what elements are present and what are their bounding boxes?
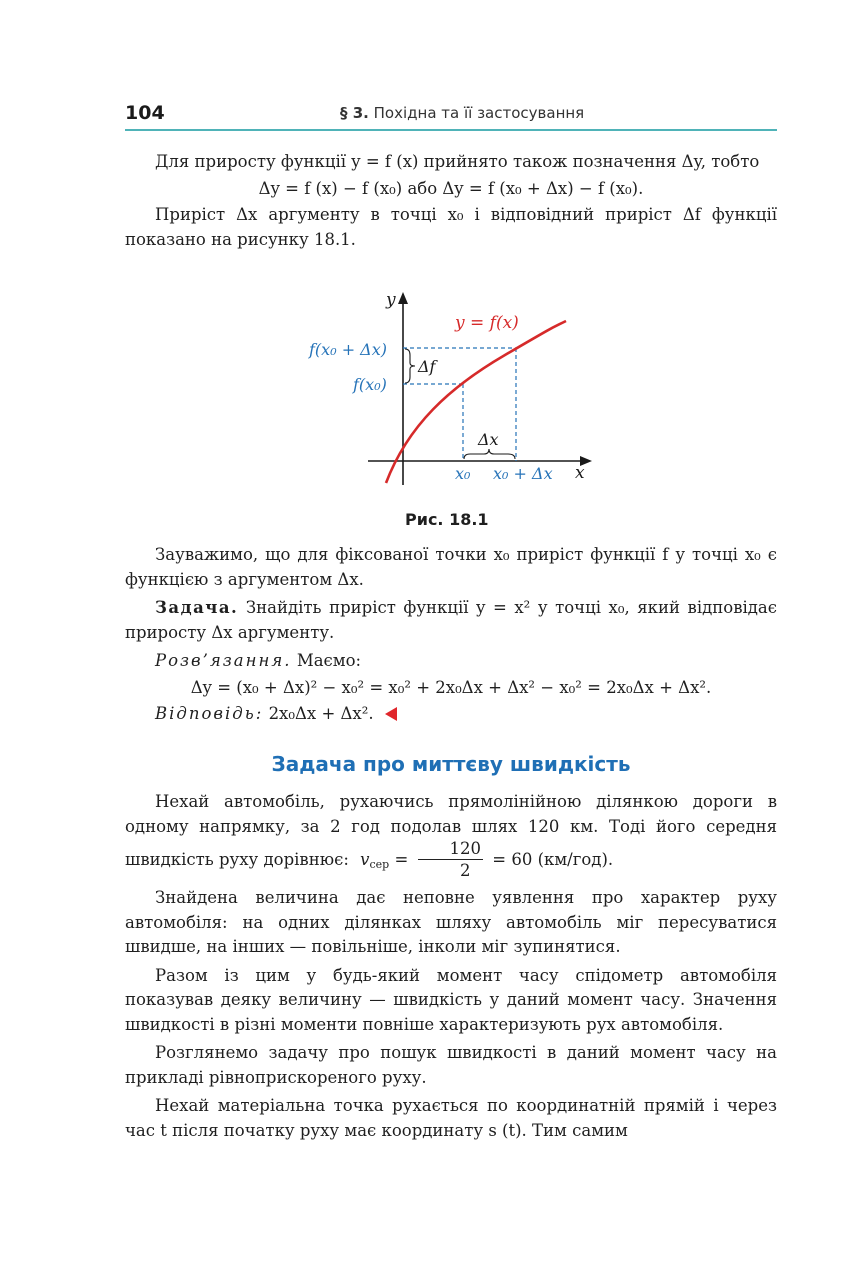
y-axis-label: y	[386, 290, 396, 310]
delta-x-brace	[464, 449, 515, 459]
velocity-result: = 60 (км/год).	[492, 850, 614, 869]
task-paragraph	[125, 596, 777, 645]
x-axis-label: x	[575, 463, 585, 483]
velocity-block	[125, 790, 777, 1143]
task-label: Задача.	[155, 598, 239, 617]
label-f-x0: f(x₀)	[353, 375, 387, 394]
velocity-subscript: сер	[369, 858, 390, 871]
header-rule	[125, 129, 777, 131]
end-of-solution-icon	[385, 707, 397, 721]
paragraph-increment-notation: Для приросту функції y = f (x) прийнято також позначення Δy, тобто	[155, 152, 760, 171]
formula-increment: Δy = f (x) − f (x₀) або Δy = f (x₀ + Δx) − f (x₀).	[258, 178, 644, 198]
y-axis-arrow	[398, 292, 408, 304]
solution-paragraph	[125, 649, 777, 674]
paragraph-car: Нехай автомобіль, рухаючись прямолінійною ділянкою дороги в одному напрямку, за 2 год подолав шлях 120 км. Тоді його середня швидкість руху дорівнює: $v_{сер}$ = $\frac{120}{2}$ = 60 (км/год).	[125, 792, 777, 880]
label-x0: x₀	[455, 464, 471, 483]
page-number: 104	[125, 102, 165, 124]
figure-caption: Рис. 18.1	[405, 510, 489, 529]
task-text: Знайдіть приріст функції y = x² у точці x₀, який відповідає приросту Δx аргументу.	[125, 598, 778, 642]
section-heading: Задача про миттєву швидкість	[271, 752, 631, 776]
paragraph-car-text: Нехай автомобіль, рухаючись прямолінійною ділянкою дороги в одному напрямку, за 2 год подолав шлях 120 км. Тоді його середня швидкість руху дорівнює:	[125, 792, 777, 869]
answer-text: 2x₀Δx + Δx².	[268, 704, 374, 723]
fraction-denominator: 2	[460, 861, 471, 880]
figure-graph	[300, 285, 600, 500]
paragraph-speedometer: Разом із цим у будь-який момент часу спідометр автомобіля показував деяку величину — швидкість у даний момент часу. Значення швидкості в різні моменти повніше характеризують рух автомобіля.	[125, 965, 777, 1034]
paragraph-incomplete: Знайдена величина дає неповне уявлення про характер руху автомобіля: на одних ділянках шляху автомобіль міг пересуватися швидше, на інших — повільніше, інколи міг зупинятися.	[125, 888, 777, 956]
section-title-header: Похідна та її застосування	[373, 104, 585, 122]
example-block	[125, 543, 777, 727]
figure-18-1	[300, 285, 600, 500]
intro-block	[125, 150, 777, 252]
velocity-fraction	[418, 839, 484, 882]
paragraph-accelerated: Розглянемо задачу про пошук швидкості в даний момент часу на прикладі рівноприскореного руху.	[125, 1043, 777, 1087]
delta-x-label: Δx	[478, 430, 499, 449]
velocity-symbol: v	[360, 850, 370, 869]
running-header	[125, 98, 777, 130]
paragraph-material-point: Нехай матеріальна точка рухається по координатній прямій і через час t після початку руху має координату s (t). Тим самим	[125, 1096, 777, 1140]
solution-formula: Δy = (x₀ + Δx)² − x₀² = x₀² + 2x₀Δx + Δx² − x₀² = 2x₀Δx + Δx².	[190, 677, 712, 697]
section-number: § 3.	[340, 104, 369, 122]
solution-label: Розв’язання.	[155, 651, 292, 670]
fraction-numerator: 120	[418, 839, 484, 860]
solution-text: Маємо:	[296, 651, 362, 670]
answer-paragraph	[125, 702, 777, 727]
answer-label: Відповідь:	[155, 704, 264, 723]
paragraph-remark: Зауважимо, що для фіксованої точки x₀ приріст функції f у точці x₀ є функцією з аргументом Δx.	[125, 545, 777, 589]
label-f-x0-dx: f(x₀ + Δx)	[309, 340, 387, 359]
running-title	[340, 104, 584, 122]
curve-label: y = f(x)	[455, 313, 519, 333]
paragraph-figure-ref: Приріст Δx аргументу в точці x₀ і відповідний приріст Δf функції показано на рисунку 18.1.	[125, 205, 777, 249]
label-x0-dx: x₀ + Δx	[493, 464, 553, 483]
delta-f-brace	[405, 349, 415, 383]
function-curve	[386, 321, 566, 483]
delta-f-label: Δf	[418, 357, 436, 376]
